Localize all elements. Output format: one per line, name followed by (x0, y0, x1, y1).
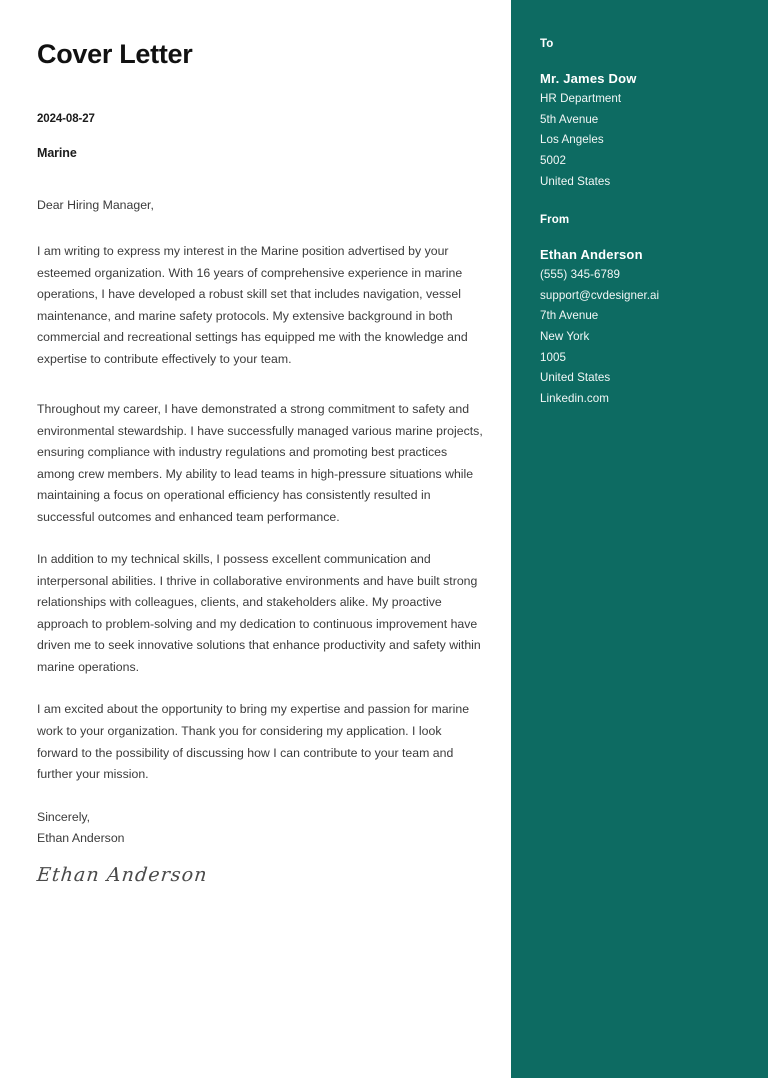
sender-linkedin-link[interactable]: Linkedin.com (540, 391, 609, 405)
sender-heading: From (540, 214, 570, 227)
recipient-name: Mr. James Dow (540, 71, 637, 86)
letter-paragraph-3: In addition to my technical skills, I possess excellent communication and interpersonal abilities. I thrive in collaborative environments and have built strong relationships with colleagues, clients, and stakeholders alike. My proactive approach to problem-solving and my dedication to continuous improvement have driven me to seek innovative solutions that enhance productivity and safety within marine operations. (37, 552, 481, 674)
sender-name: Ethan Anderson (540, 247, 643, 263)
recipient-line-country: United States (540, 174, 611, 188)
letter-closing-name: Ethan Anderson (37, 831, 125, 846)
recipient-heading: To (540, 38, 554, 50)
letter-paragraph-4: I am excited about the opportunity to bring my expertise and passion for marine work to your organization. Thank you for considering my application. I look forward to the possibility of discussing how I can contribute to your team and further your mission. (37, 702, 470, 782)
letter-salutation: Dear Hiring Manager, (37, 197, 154, 212)
sender-email[interactable]: support@cvdesigner.ai (540, 288, 660, 302)
letter-date: 2024-08-27 (37, 112, 95, 125)
sender-block (540, 214, 750, 409)
sender-phone[interactable]: (555) 345-6789 (540, 268, 620, 282)
page-title: Cover Letter (37, 39, 193, 69)
contact-sidebar (511, 0, 768, 1078)
letter-paragraph-2: Throughout my career, I have demonstrated a strong commitment to safety and environmental stewardship. I have successfully managed various marine projects, ensuring compliance with industry regulations and promoting best practices among crew members. My ability to lead teams in high-pressure situations while maintaining a focus on operational efficiency has consistently resulted in successful outcomes and enhanced team performance. (37, 402, 483, 524)
letter-subject: Marine (37, 145, 77, 160)
letter-closing-word: Sincerely, (37, 809, 91, 824)
recipient-line-department: HR Department (540, 92, 622, 106)
sender-line-street: 7th Avenue (540, 309, 599, 323)
sender-line-country: United States (540, 371, 611, 385)
sender-line-postcode: 1005 (540, 350, 566, 364)
signature-image: Ethan Anderson (35, 863, 209, 886)
sender-line-city: New York (540, 330, 590, 344)
recipient-line-street: 5th Avenue (540, 112, 599, 126)
letter-paragraph-1: I am writing to express my interest in the Marine position advertised by your esteemed organization. With 16 years of comprehensive experience in marine operations, I have developed a robust skill set that includes navigation, vessel maintenance, and marine safety protocols. My extensive background in both commercial and recreational settings has equipped me with the knowledge and expertise to contribute effectively to your team. (37, 244, 468, 366)
recipient-block (540, 38, 750, 192)
recipient-line-city: Los Angeles (540, 133, 604, 147)
recipient-line-postcode: 5002 (540, 153, 566, 167)
